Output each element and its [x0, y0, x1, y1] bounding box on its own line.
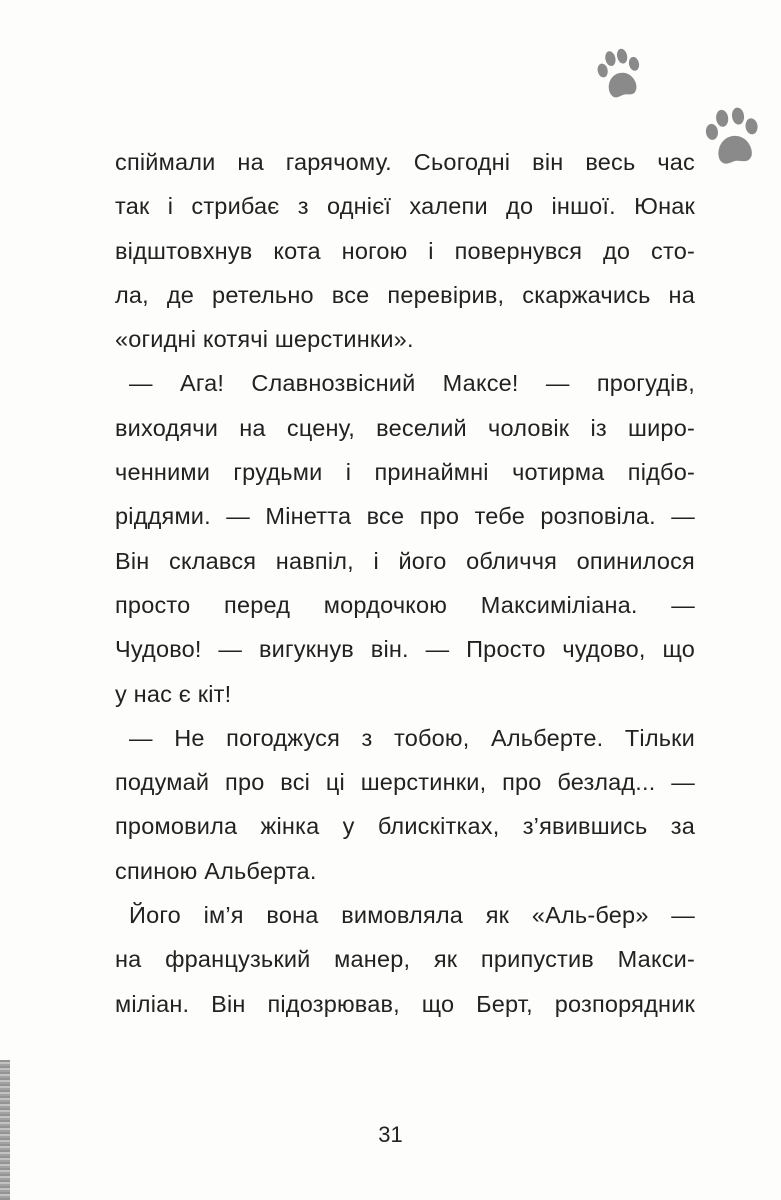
- paw-print-icon: [703, 103, 763, 173]
- text-line: «огидні котячі шерстинки».: [115, 326, 414, 353]
- paragraph: [115, 140, 695, 361]
- text-line: на французький манер, як припустив Макси-: [115, 946, 695, 973]
- text-line: подумай про всі ці шерстинки, про безлад... —: [115, 769, 695, 796]
- text-line: промовила жінка у блискітках, з’явившись за: [115, 813, 695, 840]
- text-line: ченними грудьми і принаймні чотирма підбо-: [115, 459, 695, 486]
- text-line: так і стрибає з однієї халепи до іншої. Юнак: [115, 193, 695, 220]
- body-text: [115, 140, 695, 1026]
- text-line: — Не погоджуся з тобою, Альберте. Тільки: [129, 724, 695, 751]
- paw-print-icon: [595, 45, 645, 105]
- text-line: Чудово! — вигукнув він. — Просто чудово, що: [115, 636, 695, 663]
- text-line: спиною Альберта.: [115, 857, 317, 884]
- paragraph: [115, 893, 695, 1026]
- text-line: виходячи на сцену, веселий чоловік із широ-: [115, 414, 695, 441]
- text-line: просто перед мордочкою Максиміліана. —: [115, 591, 695, 618]
- text-line: — Ага! Славнозвісний Максе! — прогудів,: [129, 370, 695, 397]
- text-line: спіймали на гарячому. Сьогодні він весь час: [115, 149, 695, 175]
- text-line: Його ім’я вона вимовляла як «Аль-бер» —: [129, 902, 695, 929]
- text-line: ріддями. — Мінетта все про тебе розповіла. —: [115, 503, 695, 530]
- text-line: у нас є кіт!: [115, 680, 232, 707]
- paragraph: [115, 716, 695, 893]
- page-number: 31: [378, 1122, 403, 1147]
- text-line: ла, де ретельно все перевірив, скаржачись на: [115, 281, 695, 308]
- paragraph: [115, 361, 695, 715]
- text-line: відштовхнув кота ногою і повернувся до сто-: [115, 237, 695, 264]
- text-line: міліан. Він підозрював, що Берт, розпорядник: [115, 990, 695, 1017]
- text-line: Він склався навпіл, і його обличчя опинилося: [115, 547, 695, 574]
